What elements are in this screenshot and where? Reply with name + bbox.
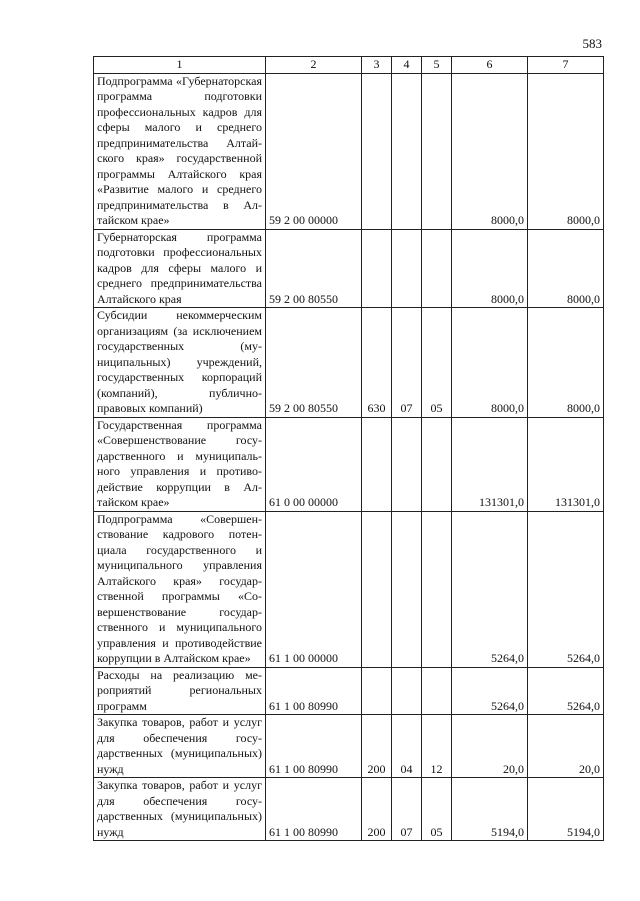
row-expense-type [362, 229, 392, 308]
row-section [392, 73, 422, 229]
row-expense-type: 630 [362, 308, 392, 418]
header-cell-7: 7 [528, 57, 604, 74]
budget-table [93, 56, 604, 841]
row-name: Губернаторская программа подготовки профессиональных кадров для сферы малого и среднего предпринимательства Алтайского края [94, 229, 266, 308]
row-amount-6: 8000,0 [452, 73, 528, 229]
row-expense-type [362, 417, 392, 511]
table-row [94, 73, 604, 229]
table-row [94, 229, 604, 308]
row-amount-7: 5264,0 [528, 511, 604, 667]
row-target-code: 59 2 00 00000 [266, 73, 362, 229]
row-name: Подпрограмма «Совершенствование кадрового потенциала государственного и муниципального управления Алтайского края» государственной программы «Совершенствование государственного и муниципального управления и противодействие коррупции в Алтайском крае» [94, 511, 266, 667]
row-subsection: 05 [422, 778, 452, 841]
row-amount-7: 131301,0 [528, 417, 604, 511]
table-row [94, 308, 604, 418]
header-cell-3: 3 [362, 57, 392, 74]
row-amount-6: 8000,0 [452, 229, 528, 308]
row-section: 07 [392, 308, 422, 418]
row-subsection: 12 [422, 715, 452, 778]
row-amount-6: 5194,0 [452, 778, 528, 841]
row-target-code: 61 0 00 00000 [266, 417, 362, 511]
header-cell-4: 4 [392, 57, 422, 74]
row-target-code: 61 1 00 80990 [266, 667, 362, 715]
row-subsection [422, 417, 452, 511]
row-subsection [422, 73, 452, 229]
header-cell-6: 6 [452, 57, 528, 74]
row-subsection [422, 667, 452, 715]
row-section [392, 229, 422, 308]
table-row [94, 778, 604, 841]
row-expense-type: 200 [362, 778, 392, 841]
row-amount-6: 20,0 [452, 715, 528, 778]
header-cell-1: 1 [94, 57, 266, 74]
row-section [392, 417, 422, 511]
table-row [94, 715, 604, 778]
row-subsection [422, 511, 452, 667]
row-name: Расходы на реализацию мероприятий региональных программ [94, 667, 266, 715]
row-target-code: 61 1 00 80990 [266, 778, 362, 841]
page-number: 583 [582, 36, 602, 51]
table-row [94, 667, 604, 715]
row-amount-7: 20,0 [528, 715, 604, 778]
row-expense-type [362, 73, 392, 229]
row-name: Закупка товаров, работ и услуг для обеспечения государственных (муниципальных) нужд [94, 715, 266, 778]
row-amount-6: 5264,0 [452, 511, 528, 667]
row-amount-7: 8000,0 [528, 229, 604, 308]
header-cell-5: 5 [422, 57, 452, 74]
row-target-code: 59 2 00 80550 [266, 308, 362, 418]
header-cell-2: 2 [266, 57, 362, 74]
row-expense-type: 200 [362, 715, 392, 778]
row-subsection: 05 [422, 308, 452, 418]
row-name: Субсидии некоммерческим организациям (за исключением государственных (муниципальных) учреждений, государственных корпораций (компаний), публично-правовых компаний) [94, 308, 266, 418]
row-section [392, 667, 422, 715]
row-name: Закупка товаров, работ и услуг для обеспечения государственных (муниципальных) нужд [94, 778, 266, 841]
row-amount-7: 5194,0 [528, 778, 604, 841]
row-expense-type [362, 667, 392, 715]
row-subsection [422, 229, 452, 308]
table-row [94, 417, 604, 511]
row-amount-6: 8000,0 [452, 308, 528, 418]
row-target-code: 61 1 00 80990 [266, 715, 362, 778]
row-amount-7: 5264,0 [528, 667, 604, 715]
row-section: 07 [392, 778, 422, 841]
row-amount-7: 8000,0 [528, 308, 604, 418]
row-expense-type [362, 511, 392, 667]
row-name: Государственная программа «Совершенствование государственного и муниципального управления и противодействие коррупции в Алтайском крае» [94, 417, 266, 511]
header-row [94, 57, 604, 74]
row-section: 04 [392, 715, 422, 778]
row-name: Подпрограмма «Губернаторская программа подготовки профессиональных кадров для сферы малого и среднего предпринимательства Алтайского края» государственной программы Алтайского края «Развитие малого и среднего предпринимательства в Алтайском крае» [94, 73, 266, 229]
row-amount-6: 131301,0 [452, 417, 528, 511]
row-section [392, 511, 422, 667]
table-row [94, 511, 604, 667]
row-amount-6: 5264,0 [452, 667, 528, 715]
row-target-code: 61 1 00 00000 [266, 511, 362, 667]
row-target-code: 59 2 00 80550 [266, 229, 362, 308]
row-amount-7: 8000,0 [528, 73, 604, 229]
